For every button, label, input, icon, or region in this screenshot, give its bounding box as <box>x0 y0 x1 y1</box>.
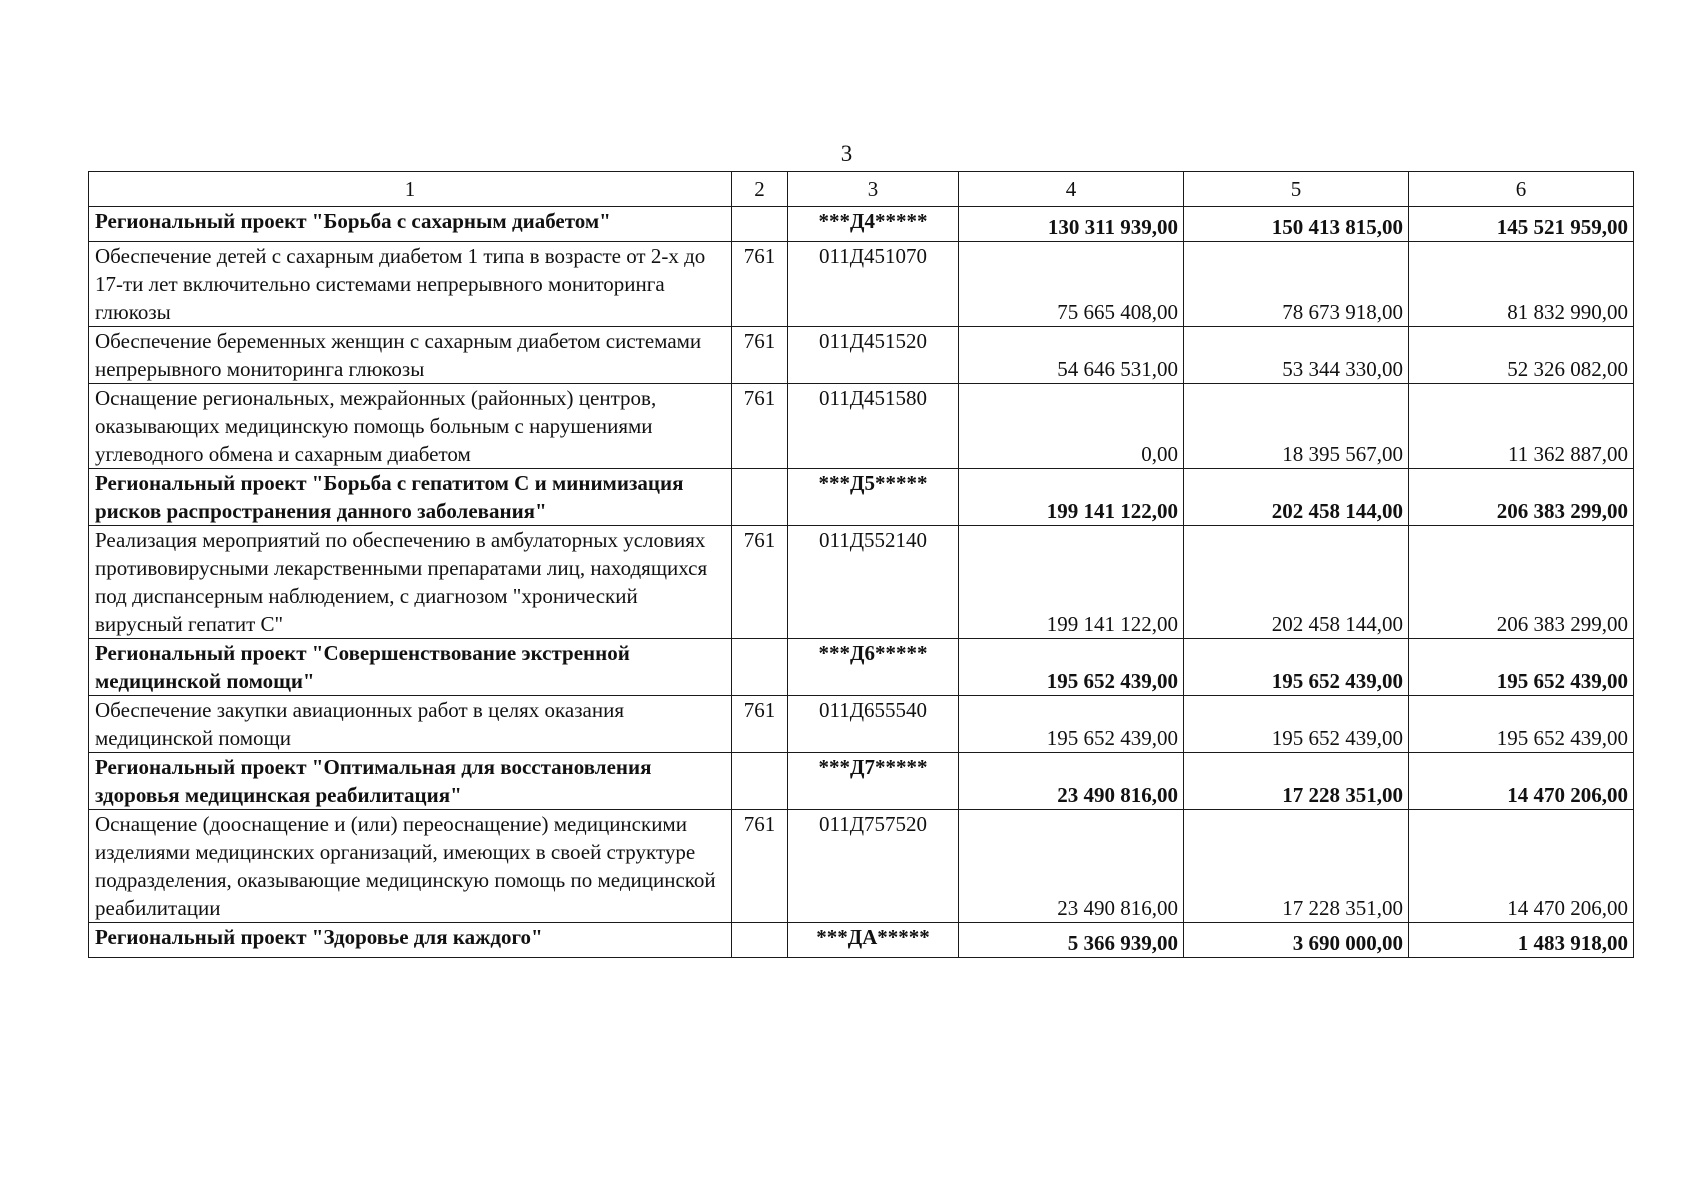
row-admin-code-cell <box>732 639 788 696</box>
row-target-code-cell: 011Д451520 <box>788 327 959 384</box>
row-admin-code-cell <box>732 207 788 242</box>
row-target-code-cell: 011Д757520 <box>788 810 959 923</box>
row-name-cell: Региональный проект "Борьба с сахарным диабетом" <box>89 207 732 242</box>
row-target-code-cell: ***Д5***** <box>788 469 959 526</box>
row-target-code-cell: ***Д6***** <box>788 639 959 696</box>
row-admin-code-cell: 761 <box>732 810 788 923</box>
project-row <box>89 207 1634 242</box>
row-admin-code-cell: 761 <box>732 242 788 327</box>
row-amount-col-6: 195 652 439,00 <box>1409 639 1634 696</box>
row-admin-code-cell: 761 <box>732 384 788 469</box>
row-amount-col-5: 78 673 918,00 <box>1184 242 1409 327</box>
row-amount-col-4: 199 141 122,00 <box>959 469 1184 526</box>
row-target-code-cell: 011Д451580 <box>788 384 959 469</box>
row-amount-col-4: 23 490 816,00 <box>959 753 1184 810</box>
row-amount-col-5: 3 690 000,00 <box>1184 923 1409 958</box>
row-admin-code-cell <box>732 469 788 526</box>
row-amount-col-6: 1 483 918,00 <box>1409 923 1634 958</box>
row-amount-col-5: 195 652 439,00 <box>1184 639 1409 696</box>
header-col-6: 6 <box>1409 172 1634 207</box>
row-amount-col-6: 206 383 299,00 <box>1409 469 1634 526</box>
row-amount-col-4: 5 366 939,00 <box>959 923 1184 958</box>
row-amount-col-5: 18 395 567,00 <box>1184 384 1409 469</box>
row-amount-col-6: 52 326 082,00 <box>1409 327 1634 384</box>
row-amount-col-5: 53 344 330,00 <box>1184 327 1409 384</box>
row-amount-col-4: 199 141 122,00 <box>959 526 1184 639</box>
project-row <box>89 753 1634 810</box>
row-target-code-cell: 011Д552140 <box>788 526 959 639</box>
row-amount-col-5: 17 228 351,00 <box>1184 810 1409 923</box>
row-name-cell: Обеспечение детей с сахарным диабетом 1 типа в возрасте от 2-х до 17-ти лет включительно системами непрерывного мониторинга глюкозы <box>89 242 732 327</box>
row-name-cell: Оснащение региональных, межрайонных (районных) центров, оказывающих медицинскую помощь больным с нарушениями углеводного обмена и сахарным диабетом <box>89 384 732 469</box>
row-amount-col-5: 150 413 815,00 <box>1184 207 1409 242</box>
row-target-code-cell: ***ДА***** <box>788 923 959 958</box>
row-amount-col-5: 202 458 144,00 <box>1184 526 1409 639</box>
project-row <box>89 923 1634 958</box>
table-row <box>89 327 1634 384</box>
row-amount-col-6: 11 362 887,00 <box>1409 384 1634 469</box>
row-amount-col-6: 206 383 299,00 <box>1409 526 1634 639</box>
row-amount-col-5: 17 228 351,00 <box>1184 753 1409 810</box>
row-amount-col-4: 130 311 939,00 <box>959 207 1184 242</box>
row-name-cell: Региональный проект "Совершенствование экстренной медицинской помощи" <box>89 639 732 696</box>
row-amount-col-6: 14 470 206,00 <box>1409 810 1634 923</box>
table-body <box>89 207 1634 958</box>
row-target-code-cell: 011Д655540 <box>788 696 959 753</box>
row-name-cell: Региональный проект "Здоровье для каждого" <box>89 923 732 958</box>
row-name-cell: Региональный проект "Оптимальная для восстановления здоровья медицинская реабилитация" <box>89 753 732 810</box>
row-amount-col-5: 202 458 144,00 <box>1184 469 1409 526</box>
row-amount-col-4: 195 652 439,00 <box>959 696 1184 753</box>
table-row <box>89 526 1634 639</box>
row-amount-col-6: 81 832 990,00 <box>1409 242 1634 327</box>
row-admin-code-cell: 761 <box>732 526 788 639</box>
page-number: 3 <box>840 141 853 166</box>
row-admin-code-cell <box>732 753 788 810</box>
row-name-cell: Обеспечение закупки авиационных работ в целях оказания медицинской помощи <box>89 696 732 753</box>
header-col-4: 4 <box>959 172 1184 207</box>
row-amount-col-4: 75 665 408,00 <box>959 242 1184 327</box>
project-row <box>89 639 1634 696</box>
row-amount-col-4: 23 490 816,00 <box>959 810 1184 923</box>
table-row <box>89 384 1634 469</box>
row-amount-col-6: 195 652 439,00 <box>1409 696 1634 753</box>
header-row <box>89 172 1634 207</box>
budget-table <box>88 171 1634 958</box>
row-name-cell: Оснащение (дооснащение и (или) переоснащение) медицинскими изделиями медицинских организаций, имеющих в своей структуре подразделения, оказывающие медицинскую помощь по медицинской реабилитации <box>89 810 732 923</box>
row-name-cell: Региональный проект "Борьба с гепатитом С и минимизация рисков распространения данного заболевания" <box>89 469 732 526</box>
row-amount-col-6: 14 470 206,00 <box>1409 753 1634 810</box>
table-header <box>89 172 1634 207</box>
row-amount-col-4: 0,00 <box>959 384 1184 469</box>
row-target-code-cell: ***Д4***** <box>788 207 959 242</box>
row-amount-col-5: 195 652 439,00 <box>1184 696 1409 753</box>
row-name-cell: Обеспечение беременных женщин с сахарным диабетом системами непрерывного мониторинга глюкозы <box>89 327 732 384</box>
row-target-code-cell: ***Д7***** <box>788 753 959 810</box>
header-col-3: 3 <box>788 172 959 207</box>
row-name-cell: Реализация мероприятий по обеспечению в амбулаторных условиях противовирусными лекарственными препаратами лиц, находящихся под диспансерным наблюдением, с диагнозом "хронический вирусный гепатит С" <box>89 526 732 639</box>
table-row <box>89 810 1634 923</box>
table-row <box>89 696 1634 753</box>
header-col-5: 5 <box>1184 172 1409 207</box>
row-admin-code-cell: 761 <box>732 327 788 384</box>
row-admin-code-cell <box>732 923 788 958</box>
table-row <box>89 242 1634 327</box>
header-col-2: 2 <box>732 172 788 207</box>
row-admin-code-cell: 761 <box>732 696 788 753</box>
header-col-1: 1 <box>89 172 732 207</box>
row-amount-col-4: 195 652 439,00 <box>959 639 1184 696</box>
row-amount-col-4: 54 646 531,00 <box>959 327 1184 384</box>
row-amount-col-6: 145 521 959,00 <box>1409 207 1634 242</box>
project-row <box>89 469 1634 526</box>
row-target-code-cell: 011Д451070 <box>788 242 959 327</box>
